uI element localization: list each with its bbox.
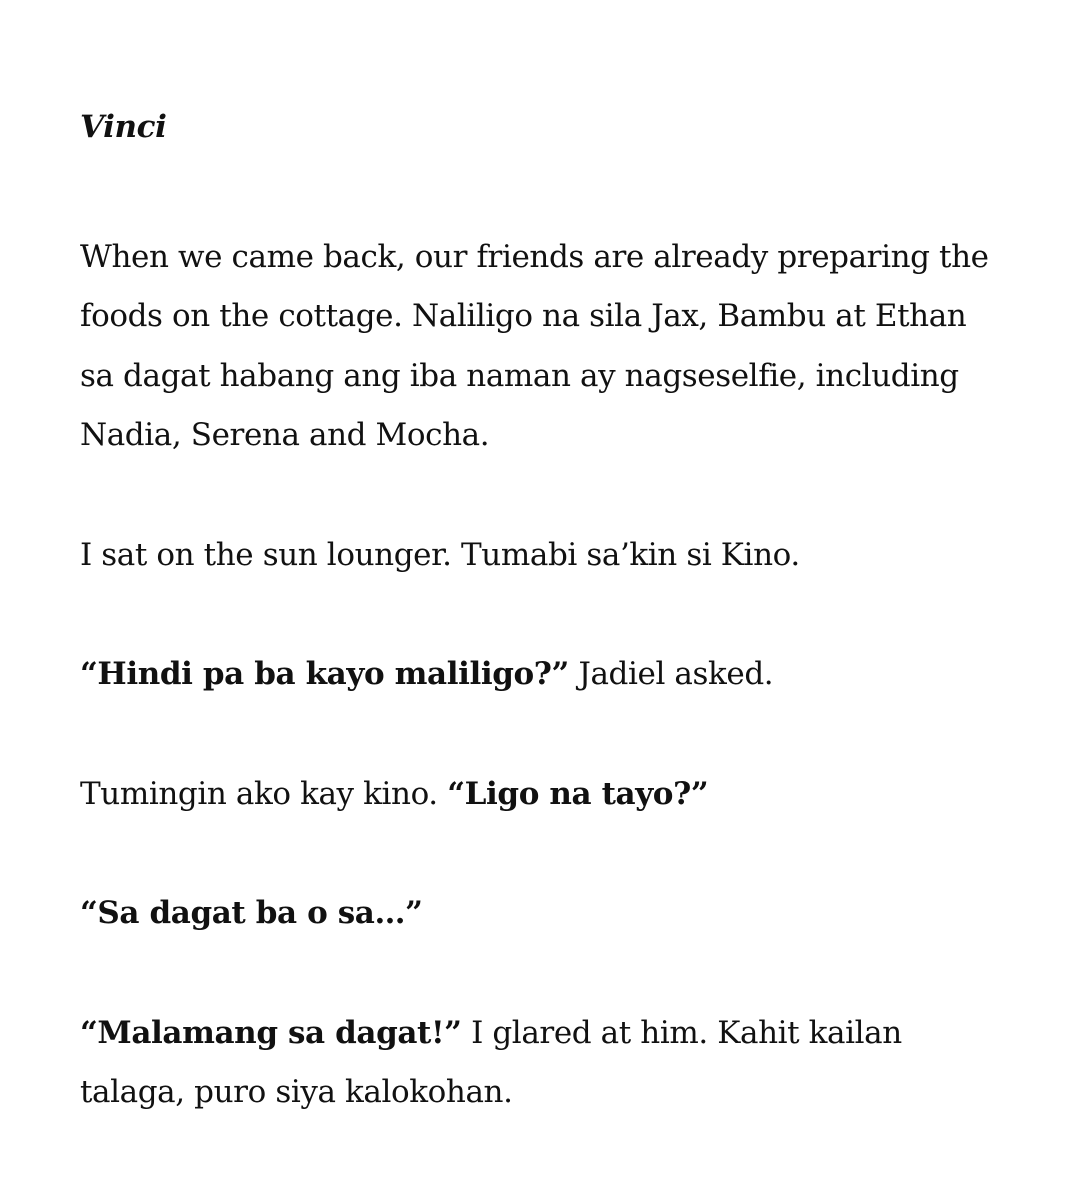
narration-text: Jadiel asked. xyxy=(568,656,774,692)
dialog-line: “Sa dagat ba o sa…” xyxy=(80,895,423,931)
paragraph-1-text: When we came back, our friends are already preparing the foods on the cottage. Naliligo na sila Jax, Bambu at Ethan sa dagat habang ang iba naman ay nagseselfie, including Nadia, Serena and Mocha. xyxy=(80,238,989,453)
dialog-line: “Malamang sa dagat!” xyxy=(80,1014,462,1051)
dialog-line: “Hindi pa ba kayo maliligo?” xyxy=(80,656,569,692)
paragraph-2-text: I sat on the sun lounger. Tumabi sa’kin si Kino. xyxy=(80,536,800,573)
narration-text: Tumingin ako kay kino. xyxy=(80,775,448,812)
paragraph-2 xyxy=(80,526,1000,586)
paragraph-5 xyxy=(80,884,1000,944)
paragraph-3 xyxy=(80,645,1000,705)
paragraph-4 xyxy=(80,765,1000,825)
paragraph-1 xyxy=(80,228,1000,466)
narrator-heading: Vinci xyxy=(80,109,167,145)
narration-text: I glared at him. Kahit kailan talaga, puro siya kalokohan. xyxy=(80,1014,902,1110)
paragraph-6 xyxy=(80,1004,1000,1123)
dialog-line: “Ligo na tayo?” xyxy=(447,775,709,812)
